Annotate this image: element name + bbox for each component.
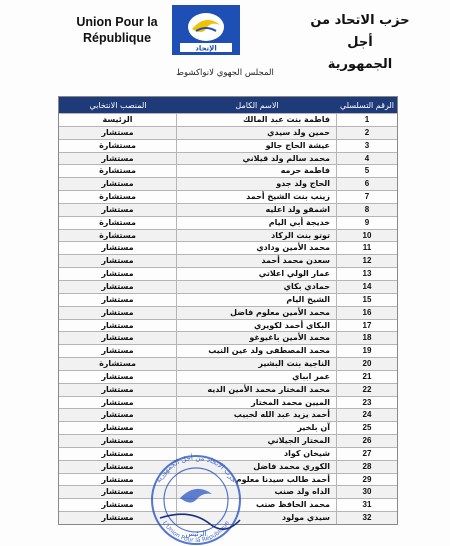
row-number: 2 xyxy=(336,127,397,139)
row-name: حمين ولد سيدي xyxy=(176,127,336,139)
party-logo-icon xyxy=(172,5,240,55)
row-name: الكوري محمد فاضل xyxy=(176,461,336,473)
table-row xyxy=(59,113,397,126)
row-role: مستشار xyxy=(101,269,134,279)
table-row xyxy=(59,383,397,396)
table-row xyxy=(59,241,397,254)
row-role: مستشار xyxy=(101,474,134,484)
row-name: البكاي أحمد لكويري xyxy=(176,320,336,332)
row-name: سعدن محمد أحمد xyxy=(176,255,336,267)
table-row xyxy=(59,396,397,409)
row-role: مستشار xyxy=(101,436,134,446)
row-number: 16 xyxy=(336,307,397,319)
row-name: محمد الأمين باغيوغو xyxy=(176,332,336,344)
table-row xyxy=(59,216,397,229)
row-number: 13 xyxy=(336,268,397,280)
row-name: حمادي بكاي xyxy=(176,281,336,293)
row-name: الشيخ اليام xyxy=(176,294,336,306)
row-role: مستشارة xyxy=(99,359,136,369)
party-name-french xyxy=(62,14,172,46)
row-name: محمد المختار محمد الأمين الديه xyxy=(176,384,336,396)
official-stamp xyxy=(140,448,252,546)
row-name: محمد الأمين ودادي xyxy=(176,242,336,254)
table-row xyxy=(59,229,397,242)
row-number: 17 xyxy=(336,320,397,332)
row-number: 20 xyxy=(336,358,397,370)
row-role: مستشارة xyxy=(99,230,136,240)
row-role: مستشار xyxy=(101,384,134,394)
row-role: مستشار xyxy=(101,410,134,420)
row-name: زينب بنت الشيخ أحمد xyxy=(176,191,336,203)
row-number: 8 xyxy=(336,204,397,216)
table-header xyxy=(59,97,397,113)
row-name: شيخان كواد xyxy=(176,448,336,460)
party-name-arabic-line2: الجمهورية xyxy=(327,57,393,72)
row-number: 24 xyxy=(336,409,397,421)
row-name: الميين محمد المختار xyxy=(176,397,336,409)
svg-text:حزب الاتحاد من أجل الجمهورية xyxy=(154,453,237,484)
table-row xyxy=(59,370,397,383)
row-role: مستشار xyxy=(101,281,134,291)
row-role: مستشار xyxy=(101,346,134,356)
row-role: مستشار xyxy=(101,243,134,253)
row-role: مستشار xyxy=(101,320,134,330)
party-logo xyxy=(172,5,240,55)
row-name: محمد المصطفى ولد عين النيب xyxy=(176,345,336,357)
row-name: أحمد يزيد عبد الله لحبيب xyxy=(176,409,336,421)
table-row xyxy=(59,177,397,190)
header-name: الاسم الكامل xyxy=(235,100,279,110)
row-role: مستشار xyxy=(101,397,134,407)
table-row xyxy=(59,408,397,421)
row-name: سيدي مولود xyxy=(176,512,336,524)
row-number: 1 xyxy=(336,114,397,126)
table-row xyxy=(59,306,397,319)
row-role: مستشارة xyxy=(99,192,136,202)
row-role: مستشار xyxy=(101,127,134,137)
stamp-latin-text: L'Union Pour la République xyxy=(161,519,231,545)
row-number: 7 xyxy=(336,191,397,203)
row-number: 32 xyxy=(336,512,397,524)
row-name: محمد الحافظ صنب xyxy=(176,499,336,511)
row-name: عمار الولي اعلاتي xyxy=(176,268,336,280)
row-number: 23 xyxy=(336,397,397,409)
table-row xyxy=(59,331,397,344)
row-role: مستشار xyxy=(101,500,134,510)
row-number: 11 xyxy=(336,242,397,254)
table-row xyxy=(59,164,397,177)
row-name: الحاج ولد جدو xyxy=(176,178,336,190)
row-number: 30 xyxy=(336,486,397,498)
row-role: مستشار xyxy=(101,307,134,317)
row-name: أحمد طالب سيدنا معلوم xyxy=(176,474,336,486)
row-number: 21 xyxy=(336,371,397,383)
row-number: 18 xyxy=(336,332,397,344)
row-role: مستشار xyxy=(101,204,134,214)
row-name: آن بلخير xyxy=(176,422,336,434)
row-role: الرئيسة xyxy=(102,115,133,124)
row-number: 15 xyxy=(336,294,397,306)
row-name: الناجية بنت البشير xyxy=(176,358,336,370)
row-name: فاطمة بنت عبد المالك xyxy=(176,114,336,126)
header-number: الرقم التسلسلي xyxy=(339,100,395,110)
table-row xyxy=(59,434,397,447)
header-role: المنصب الانتخابي xyxy=(89,100,147,110)
row-role: مستشار xyxy=(101,448,134,458)
row-role: مستشار xyxy=(101,513,134,523)
party-name-french-line1: Union Pour la xyxy=(76,15,158,29)
party-name-french-line2: République xyxy=(82,31,152,45)
row-role: مستشار xyxy=(101,153,134,163)
table-row xyxy=(59,357,397,370)
row-number: 28 xyxy=(336,461,397,473)
row-number: 31 xyxy=(336,499,397,511)
row-name: اشمقو ولد اعليه xyxy=(176,204,336,216)
row-number: 10 xyxy=(336,230,397,242)
logo-text: الإتحاد xyxy=(195,44,217,53)
row-number: 25 xyxy=(336,422,397,434)
row-name: محمد سالم ولد قيلاني xyxy=(176,153,336,165)
row-number: 27 xyxy=(336,448,397,460)
row-role: مستشارة xyxy=(99,217,136,227)
row-number: 29 xyxy=(336,474,397,486)
table-row xyxy=(59,254,397,267)
row-number: 12 xyxy=(336,255,397,267)
row-role: مستشار xyxy=(101,423,134,433)
row-name: عيشة الحاج جالو xyxy=(176,140,336,152)
row-name: توتو بنت الركاد xyxy=(176,230,336,242)
row-role: مستشار xyxy=(101,294,134,304)
table-row xyxy=(59,139,397,152)
row-number: 9 xyxy=(336,217,397,229)
row-role: مستشار xyxy=(101,461,134,471)
table-row xyxy=(59,319,397,332)
row-number: 22 xyxy=(336,384,397,396)
stamp-arabic-text: حزب الاتحاد من أجل الجمهورية xyxy=(154,453,238,485)
row-number: 26 xyxy=(336,435,397,447)
row-role: مستشار xyxy=(101,179,134,189)
party-name-arabic xyxy=(300,10,420,76)
row-role: مستشار xyxy=(101,371,134,381)
document-subtitle: المجلس الجهوي لانواكشوط xyxy=(176,68,274,78)
row-number: 4 xyxy=(336,153,397,165)
row-number: 5 xyxy=(336,165,397,177)
row-role: مستشار xyxy=(101,487,134,497)
row-role: مستشارة xyxy=(99,166,136,176)
row-role: مستشار xyxy=(101,256,134,266)
row-name: عمر ابباي xyxy=(176,371,336,383)
row-name: الداه ولد صنب xyxy=(176,486,336,498)
table-row xyxy=(59,203,397,216)
table-row xyxy=(59,126,397,139)
party-name-arabic-line1: حزب الاتحاد من أجل xyxy=(310,13,410,50)
row-number: 6 xyxy=(336,178,397,190)
row-number: 3 xyxy=(336,140,397,152)
row-number: 14 xyxy=(336,281,397,293)
table-row xyxy=(59,152,397,165)
row-number: 19 xyxy=(336,345,397,357)
table-row xyxy=(59,190,397,203)
table-row xyxy=(59,293,397,306)
stamp-seal-icon xyxy=(140,448,252,546)
row-name: فاطمة حرمه xyxy=(176,165,336,177)
table-row xyxy=(59,344,397,357)
row-name: خديجة أبي اليام xyxy=(176,217,336,229)
row-role: مستشارة xyxy=(99,140,136,150)
stamp-sign-label: الرئيس xyxy=(185,530,207,538)
table-row xyxy=(59,267,397,280)
row-name: محمد الأمين معلوم فاضل xyxy=(176,307,336,319)
table-row xyxy=(59,280,397,293)
row-name: المختار الجيلاني xyxy=(176,435,336,447)
row-role: مستشار xyxy=(101,333,134,343)
table-row xyxy=(59,421,397,434)
